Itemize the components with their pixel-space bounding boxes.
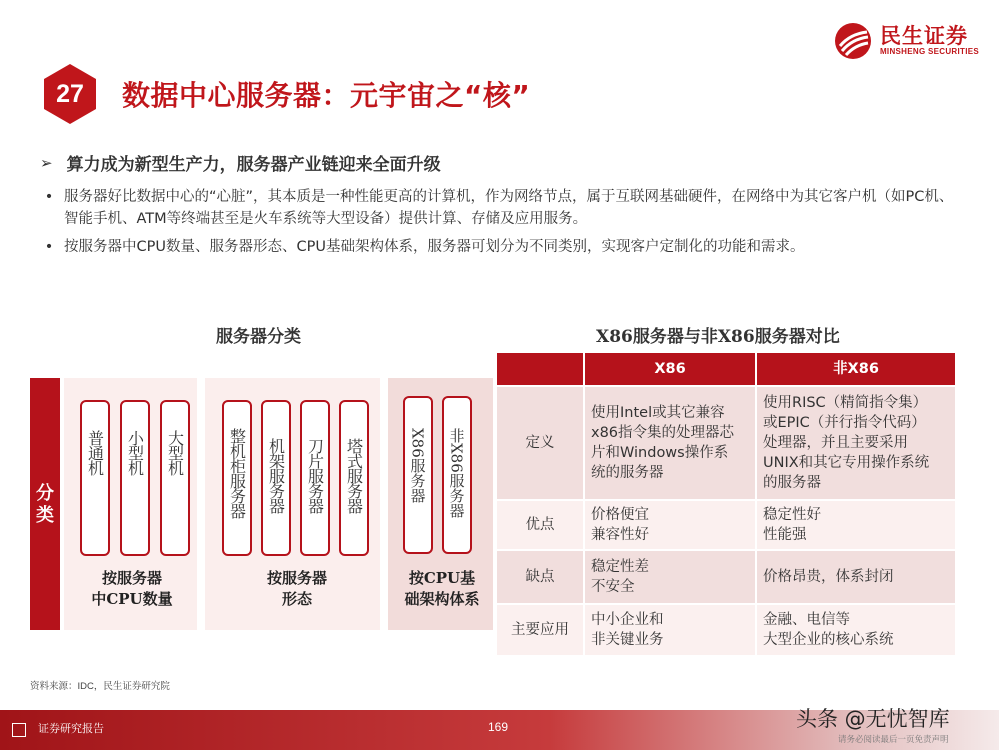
- cell-line: 的服务器: [763, 475, 821, 491]
- group-label: [74, 568, 190, 610]
- row-label: 主要应用: [497, 605, 583, 655]
- disclaimer: 请务必阅读最后一页免责声明: [838, 734, 949, 744]
- cell-line: 或EPIC（并行指令代码）: [763, 415, 926, 431]
- x86-cell: [585, 501, 755, 549]
- server-type-label: 非X86服务器: [447, 428, 466, 518]
- row-label: 缺点: [497, 551, 583, 603]
- table-header-row: [497, 353, 955, 385]
- server-type-label: 塔式服务器: [344, 438, 364, 513]
- server-type-label: 大型机: [165, 430, 185, 475]
- server-type-box: [160, 400, 190, 556]
- page-number: 169: [488, 720, 509, 734]
- group-label: [392, 568, 492, 610]
- cell-line: 性能强: [763, 527, 807, 543]
- list-item: [44, 186, 964, 230]
- slide-number: 27: [56, 79, 84, 108]
- cell-line: 兼容性好: [591, 527, 649, 543]
- headline: [40, 150, 441, 175]
- brand-name-en: MINSHENG SECURITIES: [879, 47, 979, 56]
- server-type-box: [339, 400, 369, 556]
- server-type-box: [80, 400, 110, 556]
- arrow-bullet-icon: ➢: [40, 153, 53, 172]
- bullet-list: [44, 186, 964, 264]
- server-type-label: 刀片服务器: [305, 438, 325, 513]
- server-type-box: [442, 396, 472, 554]
- footer-label: 证券研究报告: [38, 723, 104, 735]
- server-type-label: 小型机: [125, 430, 145, 475]
- bullet-dot-icon: •: [44, 239, 54, 255]
- table-row: [497, 551, 955, 603]
- page-title: 数据中心服务器：元宇宙之“核”: [122, 79, 531, 112]
- bullet-text: 服务器好比数据中心的“心脏”，其本质是一种性能更高的计算机，作为网络节点，属于互联网基础硬件，在网络中为其它客户机（如PC机、智能手机、ATM等终端甚至是火车系统等大型设备）提供计算、存储及应用服务。: [64, 189, 954, 227]
- cell-line: 统的服务器: [591, 465, 664, 481]
- cell-line: 大型企业的核心系统: [763, 632, 894, 648]
- server-type-box: [261, 400, 291, 556]
- table-header-cell: 非X86: [757, 353, 955, 385]
- brand-name-cn: 民生证券: [879, 24, 968, 48]
- source-note: 资料来源：IDC，民生证券研究院: [30, 681, 170, 692]
- server-type-box: [403, 396, 433, 554]
- server-type-box: [120, 400, 150, 556]
- group-label-line: 形态: [281, 590, 312, 608]
- table-header-cell: X86: [585, 353, 755, 385]
- non-x86-cell: [757, 551, 955, 603]
- cell-line: 非关键业务: [591, 632, 664, 648]
- cell-line: 金融、电信等: [763, 612, 850, 628]
- server-type-box: [222, 400, 252, 556]
- x86-cell: [585, 551, 755, 603]
- table-row: [497, 387, 955, 499]
- minsheng-logo-icon: [834, 22, 872, 60]
- list-item: [44, 236, 964, 258]
- watermark: 头条 @无忧智库: [796, 707, 950, 731]
- category-bar: [30, 378, 60, 630]
- group-label-line: 按服务器: [101, 569, 162, 587]
- category-char: 类: [36, 505, 54, 525]
- cell-line: 处理器，并且主要采用: [763, 435, 908, 451]
- cell-line: UNIX和其它专用操作系统: [763, 455, 930, 471]
- group-label-line: 中CPU数量: [91, 590, 173, 608]
- server-type-label: 整机柜服务器: [227, 428, 247, 518]
- classification-title: 服务器分类: [216, 327, 301, 347]
- server-type-label: 机架服务器: [266, 438, 286, 513]
- non-x86-cell: [757, 605, 955, 655]
- bullet-text: 按服务器中CPU数量、服务器形态、CPU基础架构体系，服务器可划分为不同类别，实现客户定制化的功能和需求。: [64, 239, 805, 255]
- bullet-dot-icon: •: [44, 189, 54, 205]
- group-label: [222, 568, 372, 610]
- server-type-box: [300, 400, 330, 556]
- server-type-label: 普通机: [85, 430, 105, 475]
- x86-cell: [585, 605, 755, 655]
- cell-line: 中小企业和: [591, 612, 664, 628]
- non-x86-cell: [757, 501, 955, 549]
- table-row: [497, 605, 955, 655]
- group-label-line: 础架构体系: [404, 590, 480, 608]
- cell-line: 不安全: [591, 579, 635, 595]
- cell-line: 片和Windows操作系: [591, 445, 729, 461]
- cell-line: 稳定性差: [591, 559, 649, 575]
- report-icon: [12, 723, 26, 737]
- table-row: [497, 501, 955, 549]
- category-char: 分: [36, 483, 54, 503]
- comparison-table: [497, 353, 955, 655]
- cell-line: 价格昂贵，体系封闭: [763, 569, 894, 585]
- comparison-title: X86服务器与非X86服务器对比: [596, 327, 840, 347]
- group-label-line: 按服务器: [266, 569, 327, 587]
- cell-line: 使用RISC（精简指令集）: [763, 395, 928, 411]
- non-x86-cell: [757, 387, 955, 499]
- server-type-label: X86服务器: [408, 428, 427, 503]
- brand-logo: [834, 22, 979, 60]
- row-label: 定义: [497, 387, 583, 499]
- x86-cell: [585, 387, 755, 499]
- cell-line: 使用Intel或其它兼容: [591, 405, 725, 421]
- cell-line: 价格便宜: [591, 507, 649, 523]
- cell-line: 稳定性好: [763, 507, 821, 523]
- table-header-cell: [497, 353, 583, 385]
- headline-text: 算力成为新型生产力，服务器产业链迎来全面升级: [66, 155, 441, 175]
- cell-line: x86指令集的处理器芯: [591, 425, 735, 441]
- group-label-line: 按CPU基: [408, 569, 476, 587]
- row-label: 优点: [497, 501, 583, 549]
